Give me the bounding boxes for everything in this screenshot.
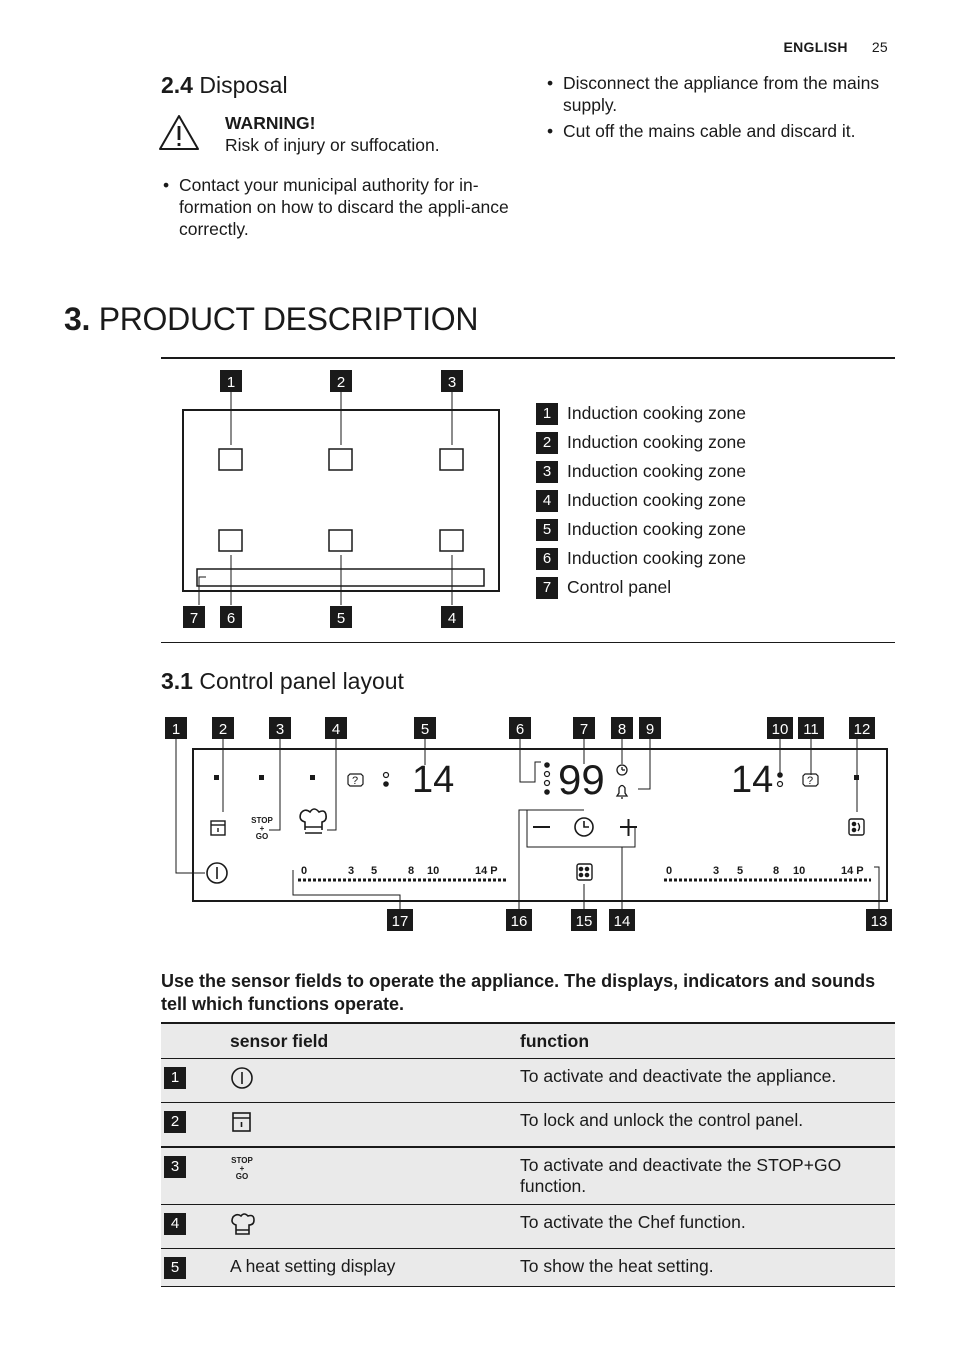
cooking-zone-5 — [329, 530, 352, 551]
warning-block — [225, 112, 440, 156]
row-function: To activate and deactivate the STOP+GO function. — [520, 1147, 895, 1205]
control-panel-heading — [161, 668, 404, 695]
slider-label: 10 — [427, 865, 440, 877]
section-number: 3. — [64, 301, 91, 337]
stop-label: STOP — [251, 816, 273, 825]
language-label: ENGLISH — [783, 39, 848, 55]
legend-item — [536, 486, 746, 515]
callout-9: 9 — [645, 721, 655, 738]
disposal-right-list — [545, 72, 895, 146]
slider-label: 14 P — [841, 865, 864, 877]
plus-label: + — [259, 824, 265, 833]
svg-text:?: ? — [351, 775, 359, 787]
table-row — [161, 1205, 895, 1249]
legend-item — [536, 544, 746, 573]
callout-5: 5 — [336, 610, 346, 627]
callout-3: 3 — [447, 374, 457, 391]
section-title: PRODUCT DESCRIPTION — [98, 301, 479, 337]
legend-number: 4 — [536, 490, 558, 512]
legend-text: Induction cooking zone — [567, 403, 747, 423]
panel-outline — [193, 749, 887, 901]
cooking-zone-4 — [440, 530, 463, 551]
cooking-zone-2 — [329, 449, 352, 470]
slider-label: 8 — [773, 865, 780, 877]
section-number: 2.4 — [161, 72, 193, 98]
legend-number: 7 — [536, 577, 558, 599]
page-number: 25 — [871, 39, 888, 55]
section-title: Disposal — [199, 72, 288, 98]
hob-diagram — [161, 365, 521, 635]
callout-16: 16 — [510, 913, 528, 930]
bridge-icon — [577, 864, 592, 880]
row-number: 1 — [164, 1067, 186, 1089]
timer-value: 99 — [558, 756, 605, 803]
legend-item — [536, 515, 746, 544]
callout-6: 6 — [226, 610, 236, 627]
go-label: GO — [235, 1172, 249, 1181]
callout-1: 1 — [171, 721, 181, 738]
bridge-icon — [849, 819, 864, 835]
cooking-zone-1 — [219, 449, 242, 470]
lock-icon — [230, 1110, 254, 1134]
legend-text: Induction cooking zone — [567, 461, 747, 481]
callout-1: 1 — [226, 374, 236, 391]
slider-label: 10 — [793, 865, 806, 877]
callout-2: 2 — [336, 374, 346, 391]
svg-text:?: ? — [806, 775, 814, 787]
chef-hat-icon — [230, 1212, 256, 1236]
display-value: 14 — [412, 759, 455, 801]
list-item: • Cut off the mains cable and discard it. — [545, 120, 895, 142]
heat-slider-right — [664, 865, 871, 880]
control-panel-diagram — [160, 712, 900, 937]
product-description-heading — [64, 301, 478, 338]
display-value: 14 — [731, 759, 774, 801]
warning-title: WARNING! — [225, 113, 316, 133]
row-sensor-field: A heat setting display — [230, 1249, 520, 1287]
callout-4: 4 — [447, 610, 457, 627]
heat-setting-display-right — [731, 759, 773, 801]
bell-icon — [617, 786, 627, 799]
legend-item — [536, 573, 746, 602]
row-number: 3 — [164, 1156, 186, 1178]
page-header — [783, 39, 888, 55]
plus-label: + — [239, 1164, 245, 1173]
callout-3: 3 — [275, 721, 285, 738]
callout-7: 7 — [189, 610, 199, 627]
list-item: • Contact your municipal authority for in-formation on how to discard the appli-ance correctly. — [161, 174, 509, 240]
row-function: To show the heat setting. — [520, 1249, 895, 1287]
cooking-zone-3 — [440, 449, 463, 470]
legend-item — [536, 457, 746, 486]
heat-setting-display-left — [412, 759, 454, 801]
warning-icon — [158, 113, 200, 151]
legend-item — [536, 399, 746, 428]
header-number — [161, 1023, 230, 1059]
slider-label: 5 — [737, 865, 744, 877]
row-number: 2 — [164, 1111, 186, 1133]
header-sensor-field: sensor field — [230, 1023, 520, 1059]
callout-11: 11 — [803, 721, 819, 738]
callout-2: 2 — [218, 721, 228, 738]
row-function: To activate the Chef function. — [520, 1205, 895, 1249]
header-function: function — [520, 1023, 895, 1059]
help-icon — [348, 774, 363, 787]
stop-label: STOP — [231, 1156, 253, 1165]
callout-17: 17 — [391, 913, 409, 930]
slider-label: 3 — [348, 865, 355, 877]
list-item: • Disconnect the appliance from the mains supply. — [545, 72, 895, 116]
callout-10: 10 — [771, 721, 789, 738]
legend-text: Induction cooking zone — [567, 519, 747, 539]
lock-icon — [211, 821, 225, 835]
callout-7: 7 — [579, 721, 589, 738]
table-header-row — [161, 1023, 895, 1059]
sensor-table — [161, 1022, 895, 1287]
section-title: Control panel layout — [199, 668, 404, 694]
bottom-callouts — [183, 606, 463, 628]
timer-clock-icon — [575, 818, 593, 836]
legend-text: Control panel — [567, 577, 672, 597]
disposal-heading — [161, 72, 288, 99]
legend-number: 6 — [536, 548, 558, 570]
slider-label: 14 P — [475, 865, 498, 877]
divider — [161, 357, 895, 359]
hob-legend — [536, 399, 746, 602]
callout-4: 4 — [331, 721, 341, 738]
legend-item — [536, 428, 746, 457]
stop-go-icon — [230, 1155, 260, 1183]
disposal-left-list — [161, 174, 509, 244]
cooking-zone-6 — [219, 530, 242, 551]
callout-15: 15 — [575, 913, 593, 930]
legend-number: 5 — [536, 519, 558, 541]
power-icon — [207, 863, 227, 883]
callout-14: 14 — [613, 913, 631, 930]
row-function: To activate and deactivate the appliance. — [520, 1059, 895, 1103]
chef-hat-icon — [300, 809, 326, 833]
timer-display — [558, 756, 605, 803]
divider — [161, 642, 895, 643]
warning-text: Risk of injury or suffocation. — [225, 135, 440, 155]
heat-slider-left — [298, 865, 506, 880]
slider-label: 3 — [713, 865, 720, 877]
go-label: GO — [255, 832, 269, 841]
legend-text: Induction cooking zone — [567, 490, 747, 510]
table-row — [161, 1059, 895, 1103]
callout-5: 5 — [420, 721, 430, 738]
table-row — [161, 1249, 895, 1287]
callout-6: 6 — [515, 721, 525, 738]
power-icon — [230, 1066, 254, 1090]
slider-label: 5 — [371, 865, 378, 877]
legend-number: 2 — [536, 432, 558, 454]
callout-8: 8 — [617, 721, 627, 738]
plus-icon — [620, 819, 637, 836]
slider-label: 8 — [408, 865, 415, 877]
table-row — [161, 1103, 895, 1148]
legend-text: Induction cooking zone — [567, 548, 747, 568]
slider-label: 0 — [301, 865, 308, 877]
table-row — [161, 1147, 895, 1205]
legend-number: 3 — [536, 461, 558, 483]
callout-13: 13 — [870, 913, 888, 930]
minute-minder-icon — [617, 765, 627, 775]
help-icon — [803, 774, 818, 787]
section-number: 3.1 — [161, 668, 193, 694]
legend-number: 1 — [536, 403, 558, 425]
slider-label: 0 — [666, 865, 673, 877]
row-number: 5 — [164, 1257, 186, 1279]
row-function: To lock and unlock the control panel. — [520, 1103, 895, 1148]
row-number: 4 — [164, 1213, 186, 1235]
stop-go-icon — [251, 816, 273, 841]
legend-text: Induction cooking zone — [567, 432, 747, 452]
intro-text: Use the sensor fields to operate the appliance. The displays, indicators and sounds tell which functions operate. — [161, 971, 876, 1014]
callout-12: 12 — [853, 721, 871, 738]
top-callouts — [220, 370, 463, 392]
